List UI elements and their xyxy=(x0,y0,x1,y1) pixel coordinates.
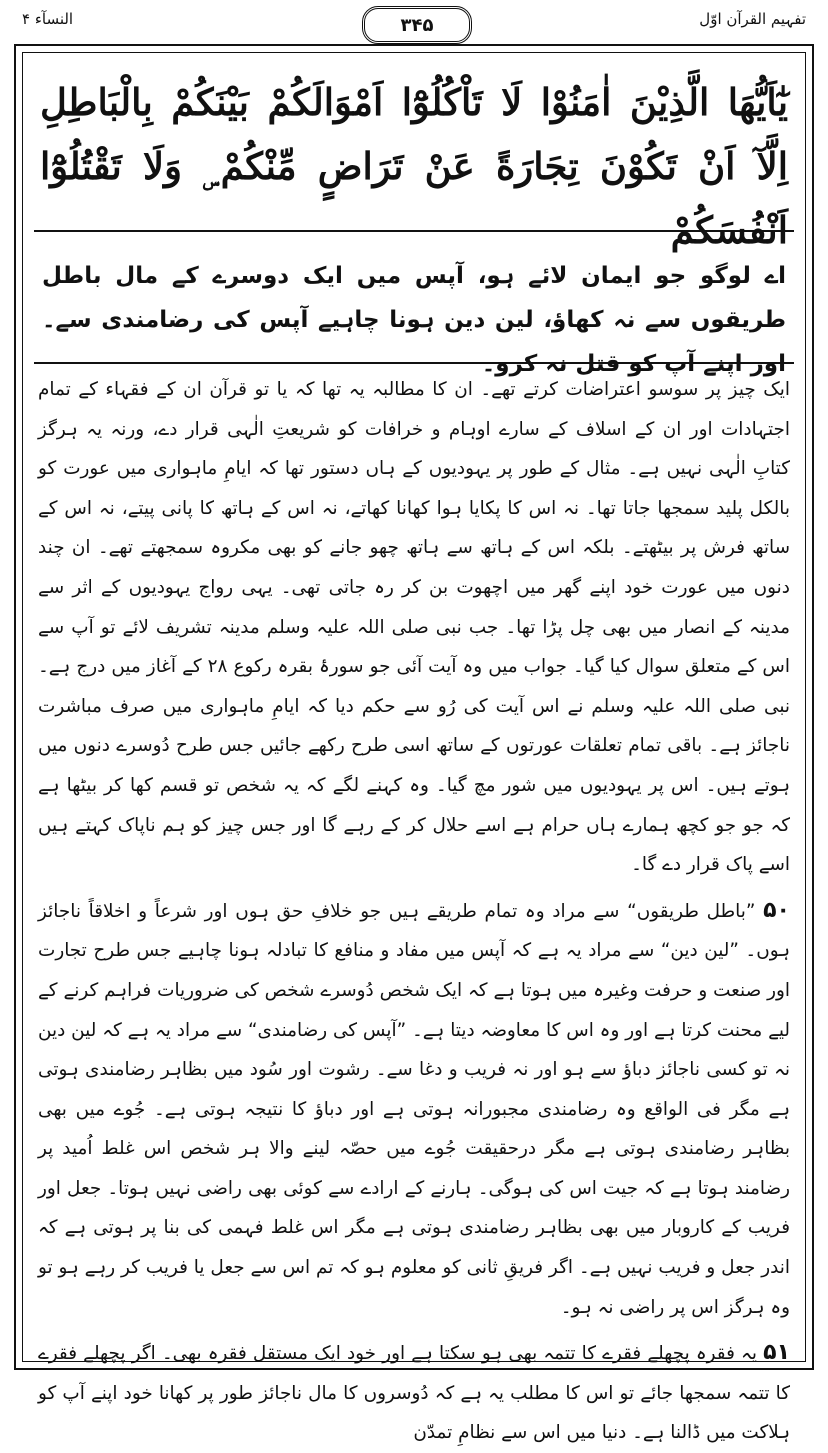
footnote-51 xyxy=(34,885,794,1328)
page-header xyxy=(0,0,828,42)
footnote-number: ۵۰ xyxy=(763,897,790,923)
footnote-52 xyxy=(34,1327,794,1453)
footnote-text: ”باطل طریقوں“ سے مراد وہ تمام طریقے ہیں جو خلافِ حق ہوں اور شرعاً و اخلاقاً ناجائز ہوں۔ ”لین دین“ سے مراد یہ ہے کہ آپس میں مفاد و منافع کا تبادلہ ہونا چاہیے جس طرح تجارت اور صنعت و حرفت وغیرہ میں ہوتا ہے کہ ایک شخص دُوسرے شخص کی ضروریات فراہم کرنے کے لیے محنت کرتا ہے اور وہ اس کا معاوضہ دیتا ہے۔ ”آپس کی رضامندی“ سے مراد یہ ہے کہ لین دین نہ تو کسی ناجائز دباؤ سے ہو اور نہ فریب و دغا سے۔ رشوت اور سُود میں بظاہر رضامندی ہوتی ہے مگر فی الواقع وہ رضامندی مجبورانہ ہوتی ہے اور دباؤ کا نتیجہ ہوتی ہے۔ جُوے میں بھی بظاہر رضامندی ہوتی ہے مگر درحقیقت جُوے میں حصّہ لینے والا ہر شخص اس غلط اُمید پر رضامند ہوتا ہے کہ جیت اس کی ہوگی۔ ہارنے کے ارادے سے کوئی بھی راضی نہیں ہوتا۔ جعل اور فریب کے کاروبار میں بھی بظاہر رضامندی ہوتی ہے مگر اس غلط فہمی کی بنا پر ہوتی ہے کہ اندر جعل و فریب نہیں ہے۔ اگر فریقِ ثانی کو معلوم ہو کہ تم اس سے جعل یا فریب کر رہے ہو تو وہ ہرگز اس پر راضی نہ ہو۔ xyxy=(38,900,790,1318)
page-content xyxy=(34,62,794,1444)
footnote-number: ۵۱ xyxy=(763,1340,790,1366)
page-number: ۳۴۵ xyxy=(362,6,472,44)
verse-translation: اے لوگو جو ایمان لائے ہو، آپس میں ایک دوسرے کے مال باطل طریقوں سے نہ کھاؤ، لین دین ہونا چاہیے آپس کی رضامندی سے۔ اور اپنے آپ کو قتل نہ کرو۔ xyxy=(42,263,786,377)
quran-verse: يٰٓاَيُّهَا الَّذِيْنَ اٰمَنُوْا لَا تَاْكُلُوْٓا اَمْوَالَكُمْ بَيْنَكُمْ بِالْبَاطِلِ اِلَّآ اَنْ تَكُوْنَ تِجَارَةً عَنْ تَرَاضٍ مِّنْكُمْ ۣ وَلَا تَقْتُلُوْٓا اَنْفُسَكُمْ xyxy=(40,80,788,252)
surah-name-header: النسآء ۴ xyxy=(22,10,74,28)
footnote-text: یہ فقرہ پچھلے فقرے کا تتمہ بھی ہو سکتا ہے اور خود ایک مستقل فقرہ بھی۔ اگر پچھلے فقرے کا تتمہ سمجھا جائے تو اس کا مطلب یہ ہے کہ دُوسروں کا مال ناجائز طور پر کھانا خود اپنے آپ کو ہلاکت میں ڈالنا ہے۔ دنیا میں اس سے نظامِ تمدّن xyxy=(38,1343,790,1444)
book-title-header: تفہیم القرآن اوّل xyxy=(699,10,806,28)
commentary-paragraph: ایک چیز پر سوسو اعتراضات کرتے تھے۔ ان کا مطالبہ یہ تھا کہ یا تو قرآن ان کے فقہاء کے تمام اجتہادات اور ان کے اسلاف کے سارے اوہام و خرافات کو شریعتِ الٰہی قرار دے، ورنہ یہ ہرگز کتابِ الٰہی نہیں ہے۔ مثال کے طور پر یہودیوں کے ہاں دستور تھا کہ ایامِ ماہواری میں عورت کو بالکل پلید سمجھا جاتا تھا۔ نہ اس کا پکایا ہوا کھانا کھاتے، نہ اس کے ہاتھ کا پانی پیتے، نہ اس کے ساتھ فرش پر بیٹھتے۔ بلکہ اس کے ہاتھ سے ہاتھ چھو جانے کو بھی مکروہ سمجھتے تھے۔ ان چند دنوں میں عورت خود اپنے گھر میں اچھوت بن کر رہ جاتی تھی۔ یہی رواج یہودیوں کے اثر سے مدینہ کے انصار میں بھی چل پڑا تھا۔ جب نبی صلی اللہ علیہ وسلم مدینہ تشریف لائے تو آپ سے اس کے متعلق سوال کیا گیا۔ جواب میں وہ آیت آئی جو سورۂ بقرہ رکوع ۲۸ کے آغاز میں درج ہے۔ نبی صلی اللہ علیہ وسلم نے اس آیت کی رُو سے حکم دیا کہ ایامِ ماہواری میں صرف مباشرت ناجائز ہے۔ باقی تمام تعلقات عورتوں کے ساتھ اسی طرح رکھے جائیں جس طرح دُوسرے دنوں میں ہوتے ہیں۔ اس پر یہودیوں میں شور مچ گیا۔ وہ کہنے لگے کہ یہ شخص تو قسم کھا کر بیٹھا ہے کہ جو جو کچھ ہمارے ہاں حرام ہے اسے حلال کر کے رہے گا اور جس چیز کو ہم ناپاک کہتے ہیں اسے پاک قرار دے گا۔ xyxy=(38,379,790,876)
